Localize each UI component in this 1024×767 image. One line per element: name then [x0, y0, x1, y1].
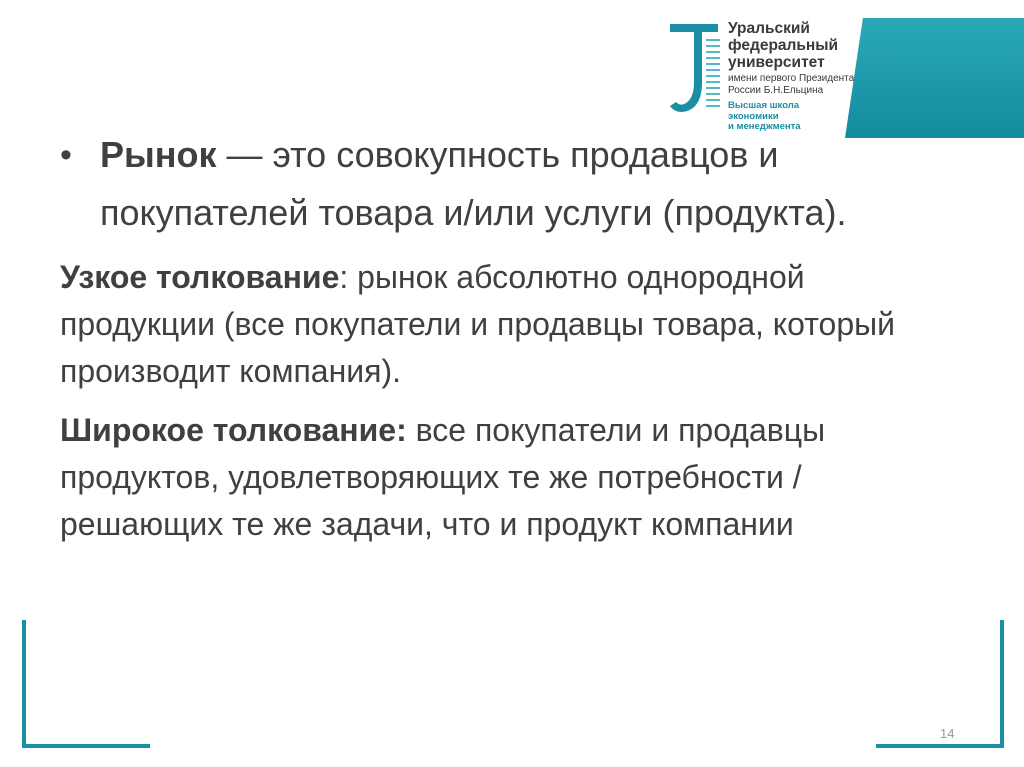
logo-text	[728, 20, 858, 133]
header-accent-band	[845, 18, 1024, 138]
slide-content	[60, 126, 950, 548]
logo-emblem-icon	[664, 18, 724, 118]
narrow-interpretation	[60, 254, 950, 395]
university-logo	[660, 14, 860, 144]
logo-sub-line: России Б.Н.Ельцина	[728, 85, 824, 96]
market-definition	[60, 126, 950, 242]
page-number: 14	[940, 726, 955, 741]
market-description: — это совокупность продавцов и покупателей товара и/или услуги (продукта).	[100, 134, 847, 233]
broad-term: Широкое толкование:	[60, 412, 407, 448]
broad-description: все покупатели и продавцы продуктов, удовлетворяющих те же потребности / решающих те же задачи, что и продукт компании	[60, 412, 826, 542]
market-term: Рынок	[100, 134, 217, 175]
logo-school-line: Высшая школа	[728, 100, 800, 111]
logo-name-line: федеральный	[728, 37, 839, 54]
logo-name-line: Уральский	[728, 20, 810, 37]
bullet-icon: •	[60, 136, 72, 174]
narrow-description: : рынок абсолютно однородной продукции (все покупатели и продавцы товара, который производит компания).	[60, 259, 896, 389]
logo-name-line: университет	[728, 54, 825, 71]
corner-frame-left	[22, 620, 150, 748]
logo-sub-line: имени первого Президента	[728, 73, 855, 84]
broad-interpretation	[60, 407, 950, 548]
narrow-term: Узкое толкование	[60, 259, 340, 295]
market-definition-text	[100, 126, 950, 242]
logo-school-line: и менеджмента	[728, 121, 801, 132]
logo-school-line: экономики	[728, 110, 779, 122]
